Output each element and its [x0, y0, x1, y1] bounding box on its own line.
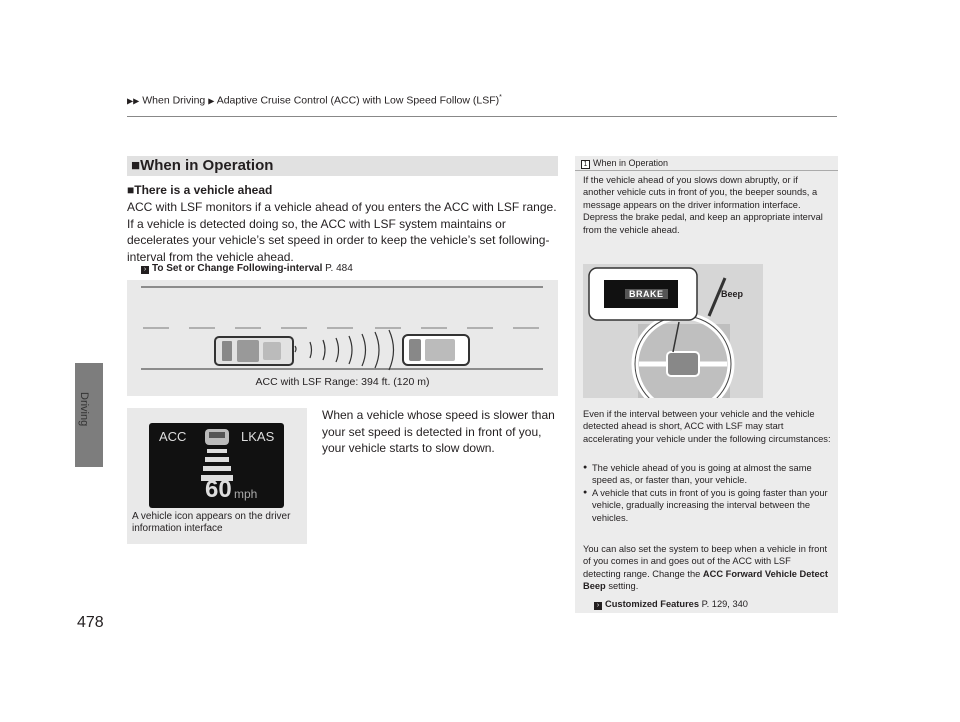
- reference-arrow-icon: ›: [594, 602, 602, 610]
- breadcrumb-item-acc[interactable]: Adaptive Cruise Control (ACC) with Low Speed Follow (LSF): [216, 94, 500, 107]
- breadcrumb-arrow-icon: ▶: [208, 96, 215, 106]
- beep-label: Beep: [721, 289, 744, 299]
- side-note-title: [581, 158, 668, 169]
- cross-reference[interactable]: [141, 263, 353, 274]
- breadcrumb-footnote-mark: *: [499, 94, 502, 101]
- steering-wheel-illustration: [583, 264, 763, 398]
- cross-reference-title[interactable]: Customized Features: [605, 599, 700, 609]
- cross-reference-title[interactable]: To Set or Change Following-interval: [152, 263, 323, 274]
- sub-heading: [127, 183, 272, 197]
- header-divider: [127, 116, 837, 117]
- page-number: 478: [77, 614, 104, 631]
- side-note-cross-reference[interactable]: [594, 599, 748, 610]
- section-title-text: When in Operation: [140, 157, 274, 174]
- acc-indicator: ACC: [159, 429, 187, 444]
- breadcrumb-item-when-driving[interactable]: When Driving: [142, 94, 206, 107]
- chapter-label: Driving: [78, 392, 90, 427]
- side-note-paragraph-2: Even if the interval between your vehicle and the vehicle detected ahead is short, ACC with LSF may start accelerating your vehicle under the following circumstances:: [583, 409, 831, 444]
- side-note-paragraph: If the vehicle ahead of you slows down abruptly, or if another vehicle cuts in front of you, the beeper sounds, a message appears on the driver information interface. Depress the brake pedal, and keep an appropriate interval from the vehicle ahead.: [583, 175, 823, 235]
- side-note-title-text: When in Operation: [593, 158, 669, 168]
- cross-reference-page: P. 484: [325, 263, 353, 274]
- list-item: ● The vehicle ahead of you is going at almost the same speed as, or faster than, your vehicle.: [583, 462, 831, 487]
- body-paragraph-right: When a vehicle whose speed is slower than your set speed is detected in front of you, your vehicle starts to slow down.: [322, 408, 555, 455]
- breadcrumb: [127, 94, 502, 107]
- body-paragraph: ACC with LSF monitors if a vehicle ahead of you enters the ACC with LSF range. If a vehicle is detected doing so, the ACC with LSF system maintains or decelerates your vehicle’s set speed in order to keep the vehicle’s set following-interval from the vehicle ahead.: [127, 200, 557, 264]
- square-bullet-icon: ■: [131, 157, 141, 174]
- side-note-list: [583, 462, 831, 524]
- cross-reference-pages: P. 129, 340: [701, 599, 748, 609]
- reference-arrow-icon: ›: [141, 266, 149, 274]
- breadcrumb-arrow-icon: ▶▶: [127, 96, 140, 106]
- note-text: You can also set the system to beep when a vehicle in front of you comes in and goes out of the ACC with LSF detecting range. Change the: [583, 544, 828, 579]
- vehicle-ahead-icon: [201, 427, 233, 483]
- set-speed-value: 60: [205, 476, 232, 503]
- figure-caption: A vehicle icon appears on the driver information interface: [132, 511, 291, 534]
- steering-wheel-figure: [583, 264, 763, 398]
- section-title: [131, 157, 273, 174]
- note-text: setting.: [605, 581, 639, 592]
- lkas-indicator: LKAS: [241, 429, 275, 444]
- diagram-caption: ACC with LSF Range: 394 ft. (120 m): [255, 376, 430, 388]
- brake-warning-label: BRAKE: [625, 289, 668, 299]
- sub-heading-text: There is a vehicle ahead: [134, 183, 273, 197]
- side-note-paragraph-3: [583, 543, 831, 593]
- own-vehicle-icon: [215, 337, 293, 365]
- list-item: ● A vehicle that cuts in front of you is going faster than your vehicle, gradually increasing the interval between the vehicles.: [583, 487, 831, 524]
- setting-name: ACC Forward Vehicle Detect Beep: [583, 568, 828, 592]
- driver-display-screen: [149, 423, 284, 508]
- side-note-divider: [575, 170, 838, 171]
- vehicle-ahead-icon: [403, 335, 469, 365]
- note-marker-icon: 1: [581, 160, 590, 169]
- speed-unit: mph: [234, 487, 258, 501]
- square-bullet-icon: ■: [127, 183, 135, 197]
